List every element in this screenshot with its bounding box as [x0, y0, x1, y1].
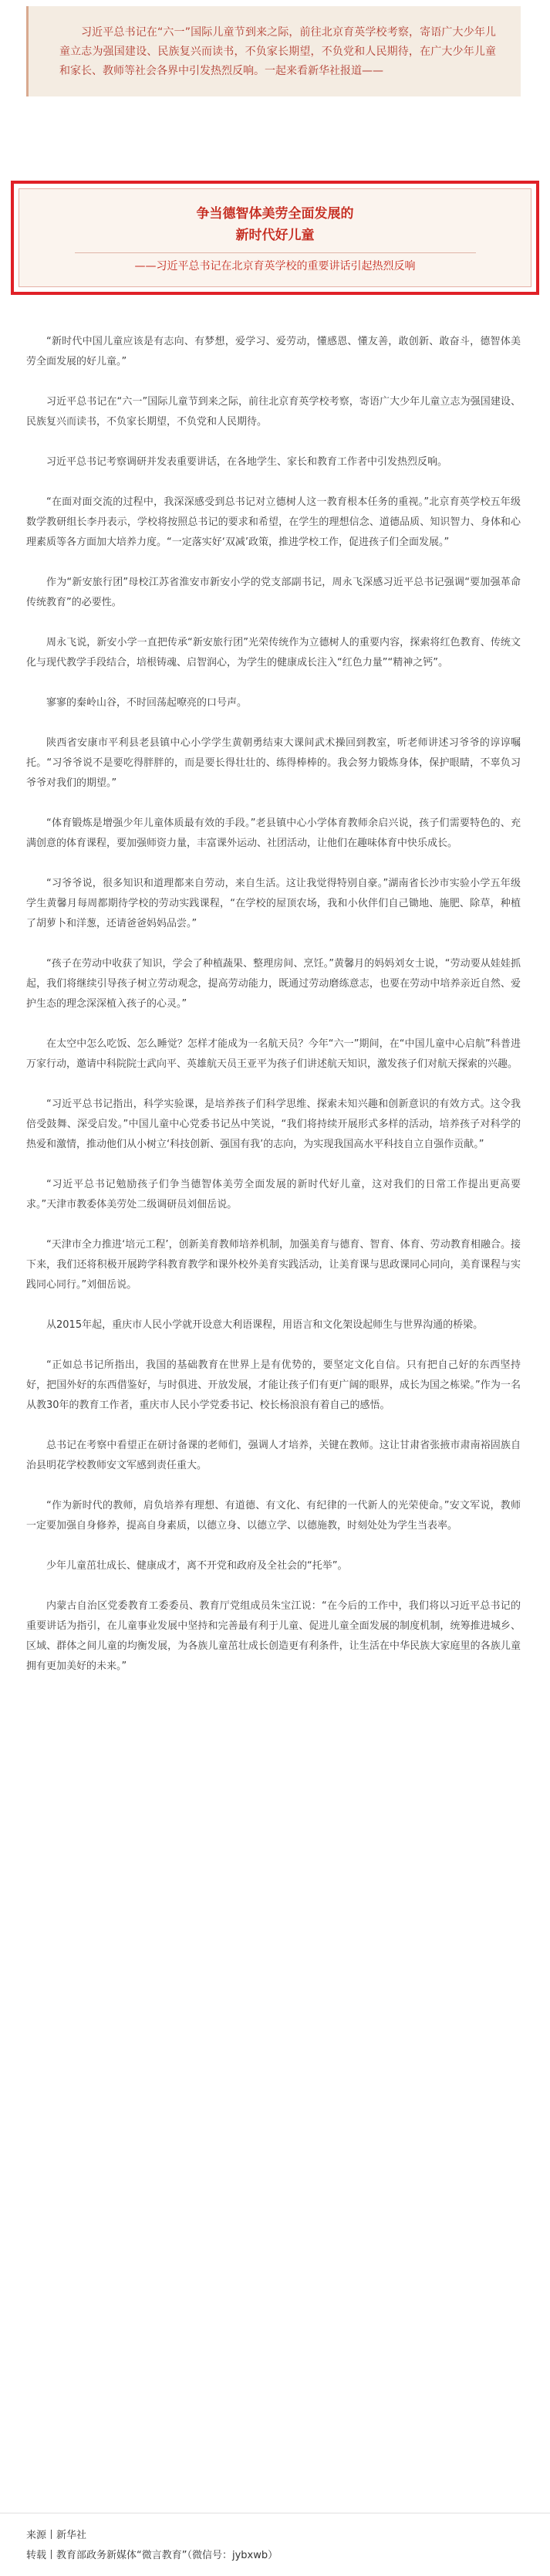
headline-title-line1: 争当德智体美劳全面发展的: [196, 206, 354, 222]
headline-subtitle: ——习近平总书记在北京育英学校的重要讲话引起热烈反响: [134, 260, 416, 272]
headline-box: [11, 181, 539, 295]
body-paragraph: 习近平总书记考察调研并发表重要讲话，在各地学生、家长和教育工作者中引发热烈反响。: [46, 456, 448, 468]
body-paragraph: 在太空中怎么吃饭、怎么睡觉？怎样才能成为一名航天员？今年“六一”期间，在“中国儿童中心启航”科普进万家行动，邀请中科院院士武向平、英雄航天员王亚平为孩子们讲述航天知识，激发孩子们对航天探索的兴趣。: [26, 1038, 521, 1070]
body-paragraph: 少年儿童茁壮成长、健康成才，离不开党和政府及全社会的“托举”。: [46, 1560, 348, 1572]
body-paragraph: “作为新时代的教师，肩负培养有理想、有道德、有文化、有纪律的一代新人的光荣使命。”安文军说，教师一定要加强自身修养，提高自身素质，以德立身、以德立学、以德施教，时刻处处为学生当表率。: [26, 1500, 521, 1532]
body-paragraph: “天津市全力推进‘培元工程’，创新美育教师培养机制，加强美育与德育、智育、体育、劳动教育相融合。接下来，我们还将积极开展跨学科教育教学和课外校外美育实践活动，让美育课与思政课同心同向，美育课程与实践同心同行。”刘佃岳说。: [26, 1239, 521, 1291]
body-paragraph: “体育锻炼是增强少年儿童体质最有效的手段。”老县镇中心小学体育教师余启兴说，孩子们需要特色的、充满创意的体育课程，要加强师资力量，丰富课外运动、社团活动，让他们在趣味体育中快乐成长。: [26, 817, 521, 849]
article-body: [26, 332, 521, 1697]
intro-text: 习近平总书记在“六一”国际儿童节到来之际，前往北京育英学校考察，寄语广大少年儿童立志为强国建设、民族复兴而读书，不负家长期望，不负党和人民期待，在广大少年儿童和家长、教师等社会各界中引发热烈反响。一起来看新华社报道——: [59, 26, 496, 77]
body-paragraph: 作为“新安旅行团”母校江苏省淮安市新安小学的党支部副书记，周永飞深感习近平总书记强调“要加强革命传统教育”的必要性。: [26, 577, 521, 608]
body-paragraph: “正如总书记所指出，我国的基础教育在世界上是有优势的，要坚定文化自信。只有把自己好的东西坚持好，把国外好的东西借鉴好，与时俱进、开放发展，才能让孩子们有更广阔的眼界，成长为国之栋梁。”作为一名从教30年的教育工作者，重庆市人民小学党委书记、校长杨浪浪有着自己的感悟。: [26, 1359, 521, 1411]
headline-inner-frame: [19, 188, 531, 287]
body-paragraph: 寥寥的秦岭山谷，不时回荡起嘹亮的口号声。: [46, 697, 248, 709]
headline-title-line2: 新时代好儿童: [235, 228, 315, 243]
body-paragraph: “习爷爷说，很多知识和道理都来自劳动，来自生活。这让我觉得特别自豪。”湖南省长沙市实验小学五年级学生黄馨月每周都期待学校的劳动实践课程，“在学校的屋顶农场，我和小伙伴们自己锄地、施肥、除草，种植了胡萝卜和洋葱，还请爸爸妈妈品尝。”: [26, 878, 521, 929]
source-line: 来源丨新华社: [26, 2530, 87, 2541]
headline-divider: [75, 252, 476, 253]
repost-line: 转载丨教育部政务新媒体“微言教育”（微信号：jybxwb）: [26, 2550, 278, 2561]
body-paragraph: 从2015年起，重庆市人民小学就开设意大利语课程，用语言和文化架设起师生与世界沟通的桥梁。: [46, 1319, 484, 1331]
article-footer: [26, 2526, 521, 2566]
body-paragraph: 总书记在考察中看望正在研讨备课的老师们，强调人才培养，关键在教师。这让甘肃省张掖市肃南裕固族自治县明花学校教师安文军感到责任重大。: [26, 1440, 521, 1471]
body-paragraph: “新时代中国儿童应该是有志向、有梦想，爱学习、爱劳动，懂感恩、懂友善，敢创新、敢奋斗，德智体美劳全面发展的好儿童。”: [26, 336, 521, 367]
body-paragraph: “孩子在劳动中收获了知识，学会了种植蔬果、整理房间、烹饪。”黄馨月的妈妈刘女士说，“劳动要从娃娃抓起，我们将继续引导孩子树立劳动观念，提高劳动能力，既通过劳动磨练意志，也要在劳动中培养亲近自然、爱护生态的理念深深植入孩子的心灵。”: [26, 958, 521, 1010]
body-paragraph: “习近平总书记指出，科学实验课，是培养孩子们科学思维、探索未知兴趣和创新意识的有效方式。这令我倍受鼓舞、深受启发。”中国儿童中心党委书记丛中笑说，“我们将持续开展形式多样的活动，培养孩子对科学的热爱和激情，推动他们从小树立‘科技创新、强国有我’的志向，为实现我国高水平科技自立自强作贡献。”: [26, 1098, 521, 1150]
headline-title: [19, 203, 531, 246]
body-paragraph: 周永飞说，新安小学一直把传承“新安旅行团”光荣传统作为立德树人的重要内容，探索将红色教育、传统文化与现代教学手段结合，培根铸魂、启智润心，为学生的健康成长注入“红色力量”“精神之钙”。: [26, 637, 521, 669]
body-paragraph: “在面对面交流的过程中，我深深感受到总书记对立德树人这一教育根本任务的重视。”北京育英学校五年级数学教研组长李丹表示，学校将按照总书记的要求和希望，在学生的理想信念、道德品质、知识智力、身体和心理素质等各方面加大培养力度。“一定落实好‘双减’政策，推进学校工作，促进孩子们全面发展。”: [26, 496, 521, 548]
intro-box: [26, 6, 521, 96]
body-paragraph: 内蒙古自治区党委教育工委委员、教育厅党组成员朱宝江说：“在今后的工作中，我们将以习近平总书记的重要讲话为指引，在儿童事业发展中坚持和完善最有利于儿童、促进儿童全面发展的制度机制，统筹推进城乡、区域、群体之间儿童的均衡发展，为各族儿童茁壮成长创造更有利条件，让生活在中华民族大家庭里的各族儿童拥有更加美好的未来。”: [26, 1600, 521, 1672]
body-paragraph: 习近平总书记在“六一”国际儿童节到来之际，前往北京育英学校考察，寄语广大少年儿童立志为强国建设、民族复兴而读书，不负家长期望，不负党和人民期待。: [26, 396, 521, 428]
body-paragraph: 陕西省安康市平利县老县镇中心小学学生黄朝勇结束大课间武术操回到教室，听老师讲述习爷爷的谆谆嘱托。“习爷爷说不是要吃得胖胖的，而是要长得壮壮的、练得棒棒的。我会努力锻炼身体，保护眼睛，不辜负习爷爷对我们的期望。”: [26, 737, 521, 789]
body-paragraph: “习近平总书记勉励孩子们争当德智体美劳全面发展的新时代好儿童，这对我们的日常工作提出更高要求。”天津市教委体美劳处二级调研员刘佃岳说。: [26, 1179, 521, 1210]
